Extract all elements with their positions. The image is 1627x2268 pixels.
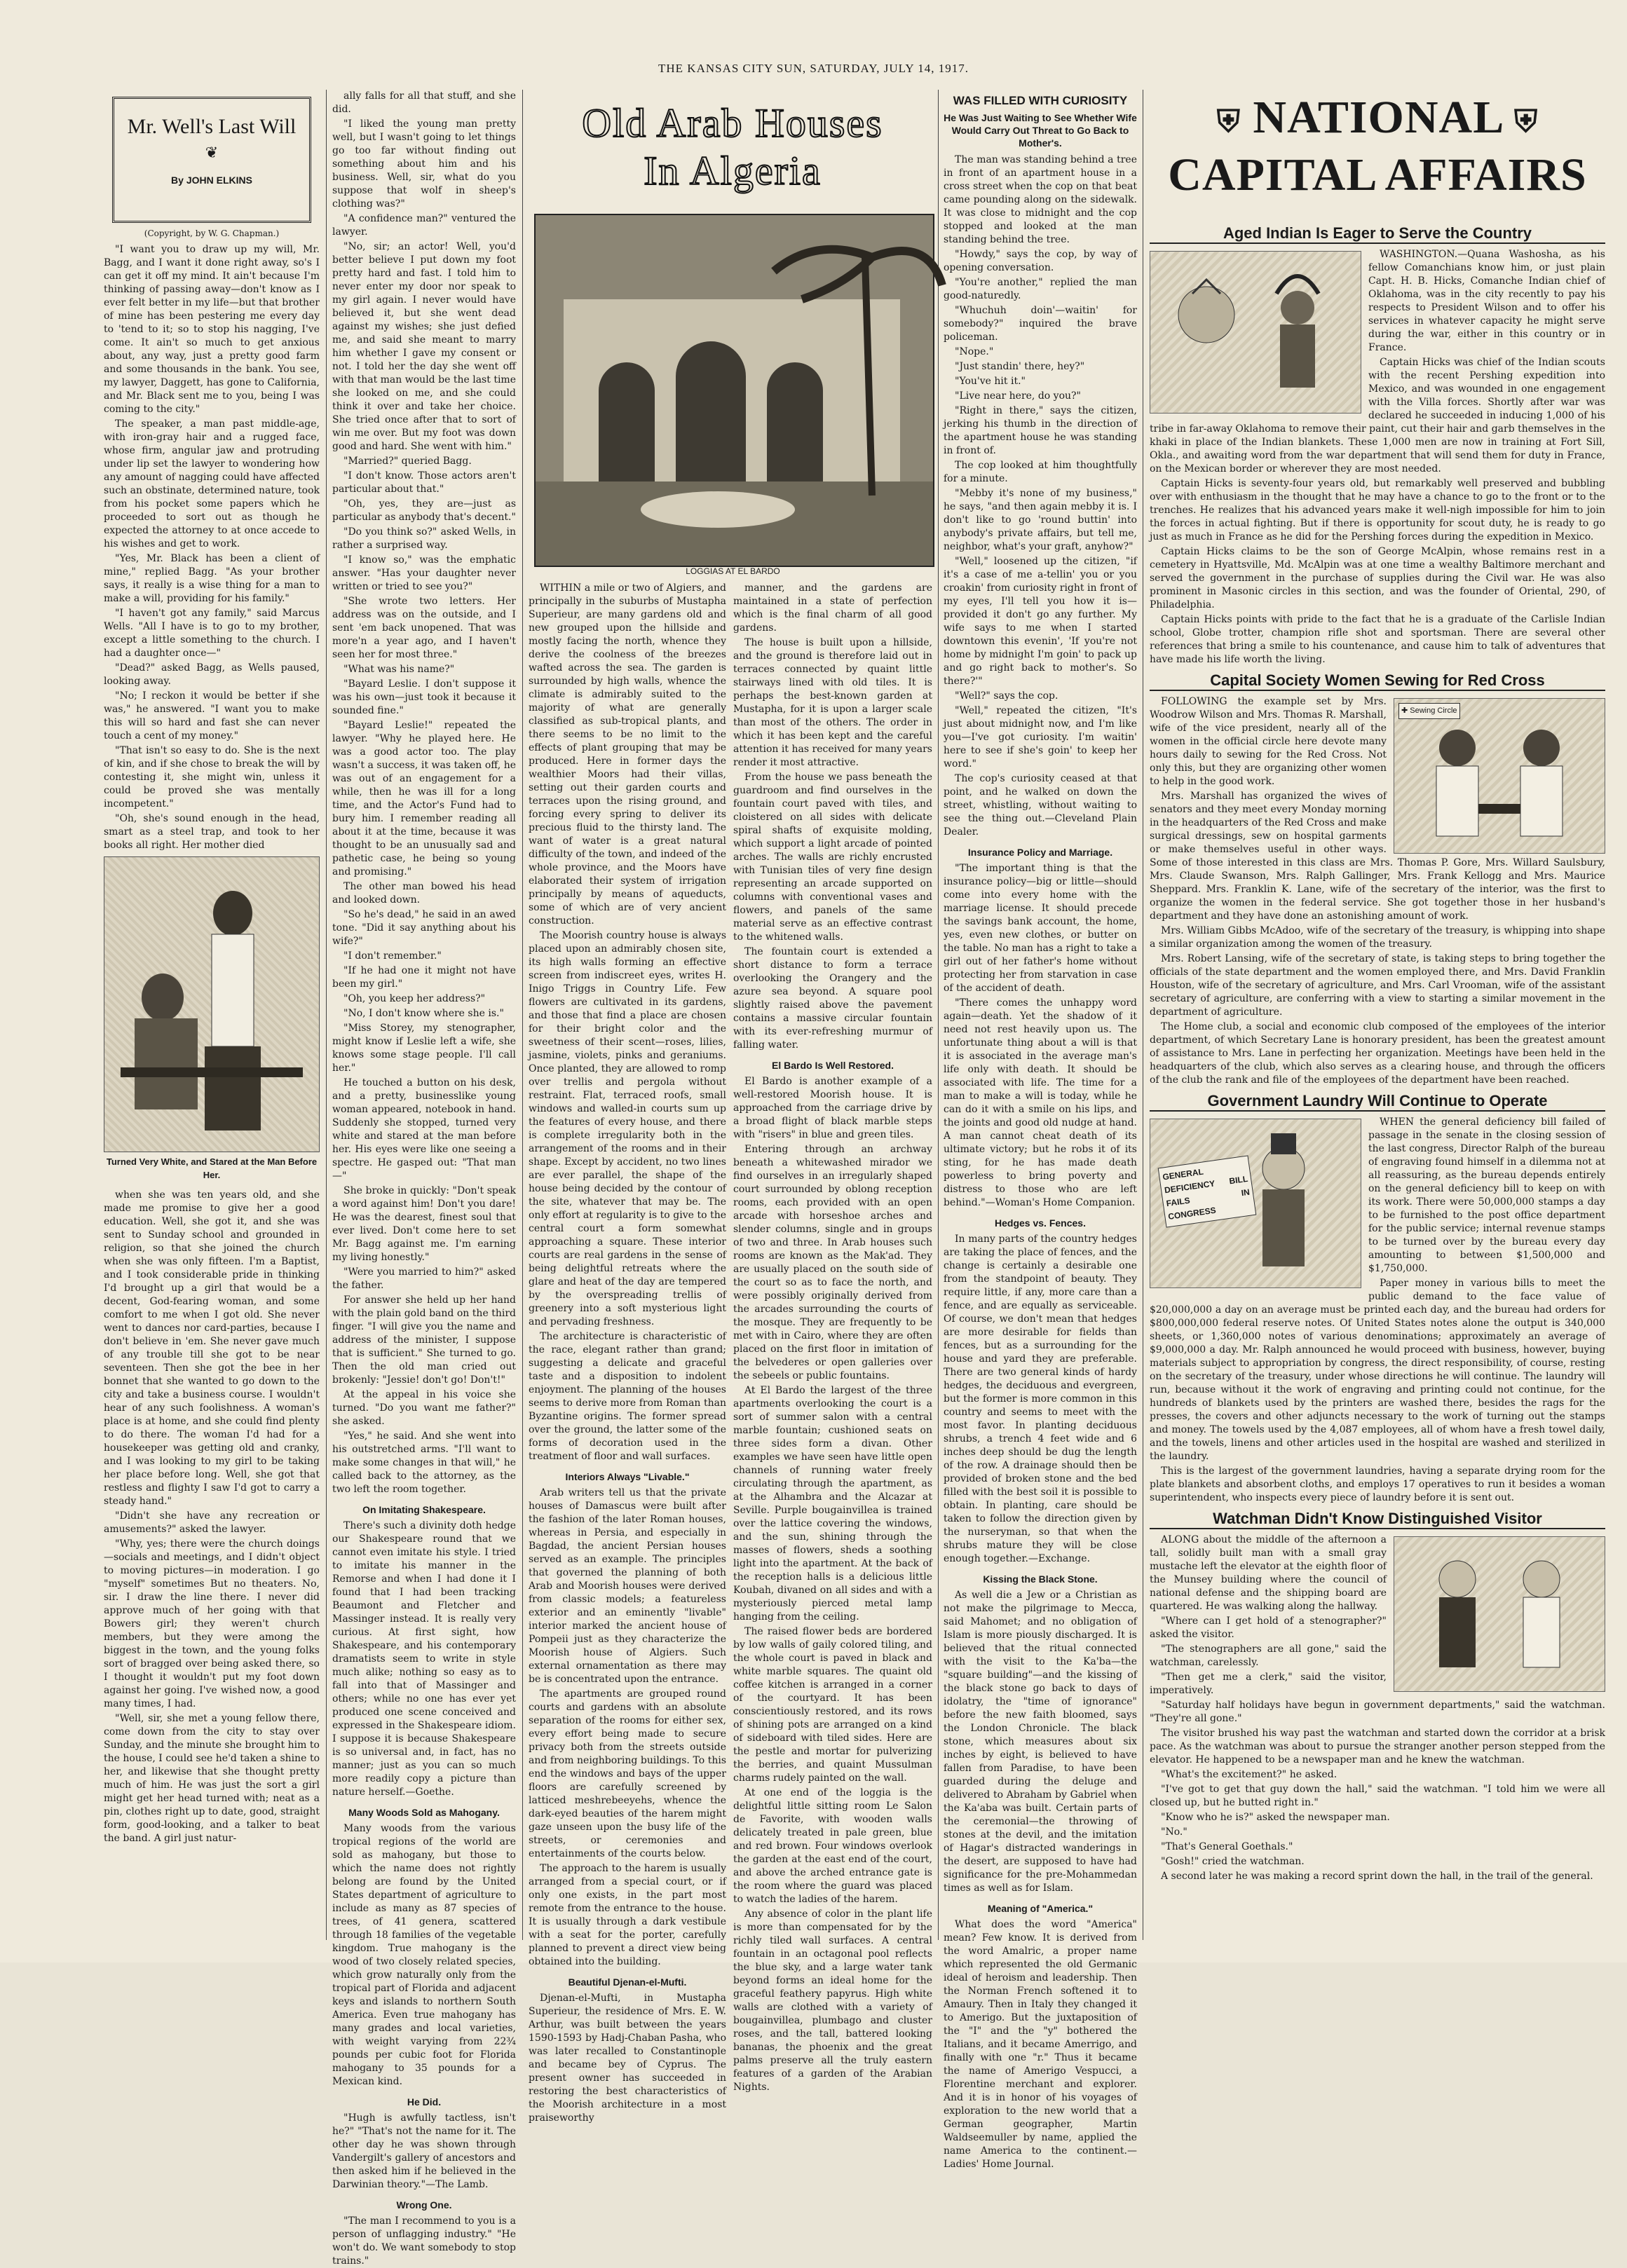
paragraph: Captain Hicks points with pride to the fact that he is a graduate of the Carlisle Indian school, Globe trotter, champion rifle shot and sportsman. There are several other references that bring a smile to his countenance, and cause him to talk of adventures that have made his life worth the living. [1150,614,1605,665]
cartoon-watchman [1394,1536,1605,1692]
heading-america: Meaning of "America." [987,1903,1094,1914]
paragraph: WITHIN a mile or two of Algiers, and principally in the suburbs of Mustapha Superieur, are many gardens old and new grouped upon the hillside and mostly facing the north, whence they derive the coolness of the breezes wafted across the sea. The garden is surrounded by high walls, whence the climate is admirably suited to the majority of what are generally classified as sub-tropical plants, and there seems to be no limit to the effects of plant grouping that may be produced. Here in former days the wealthier Moors had their villas, setting out their garden courts and terraces upon the rising ground, and forcing every spring to deliver its precious fluid to the thirsty land. The want of water is a great natural difficulty of the town, and indeed of the whole province, and the Moors have elaborated their system of irrigation principally by means of aqueducts, some of which are of very ancient construction. [529,582,726,927]
sewing-circle-sign [1398,703,1460,719]
paragraph: "That's General Goethals." [1161,1841,1293,1852]
indian-chief-icon [1150,252,1361,413]
arab-paragraphs-a2 [529,1487,726,1969]
title-line-1 [1150,91,1605,149]
paragraph: Arab writers tell us that the private houses of Damascus were built after the fashion of the later Roman houses, whereas in Persia, and especially in Bagdad, the ancient Persian houses served as an example. The principles that governed the planning of both Arab and Moorish houses were derived from classic models; a featureless exterior and an eminently "livable" interior marked the ancient house of Pompeii just as they characterize the Moorish house of Algiers. Such external ornamentation as there may be is concentrated upon the entrance. [529,1487,726,1685]
paragraph: "Whuchuh doin'—waitin' for somebody?" inquired the brave policeman. [944,305,1137,343]
paragraph: "Gosh!" cried the watchman. [1161,1856,1305,1867]
sewing-circle-label: Sewing Circle [1410,706,1457,715]
paragraph: "So he's dead," he said in an awed tone. "Did it say anything about his wife?" [332,909,516,947]
paragraph: Entering through an archway beneath a whitewashed mirador we find ourselves in an irregularly shaped court surrounded by oblong reception rooms, each provided with an open arcade with horseshoe arches and slender columns, single and in groups of two and three. In Arab houses such rooms are known as the Mak'ad. They are usually placed on the south side of the court so as to face the north, and were possibly originally derived from the arcades surrounding the courts of the mosque. They are frequently to be met with in Cairo, where they are often placed on the first floor in imitation of the belvederes or open galleries over the sebeels or public fountains. [733,1144,932,1381]
story-title: Mr. Well's Last Will [127,115,297,138]
paragraph: "I don't remember." [343,950,442,962]
national-col [1150,221,1605,1938]
paragraph: "Know who he is?" asked the newspaper man. [1161,1812,1390,1823]
paragraph: "No, sir; an actor! Well, you'd better believe I put down my foot pretty hard and fast. I told him to never enter my door nor speak to my girl again. I never would have believed it, but she went dead against my wishes; she just defied me, and said she meant to marry him whether I gave my consent or not. I told her the day she went off with that man would be the last time she looked on me, and she could think it over and take her choice. She tried once after that to sort of win me over. But my foot was down good and hard. She went with him." [332,241,516,452]
paragraph: "The important thing is that the insurance policy—big or little—should come into every home with the marriage license. It should precede the savings bank account, the home, yes, even new clothes, or butter on the table. No man has a right to take a girl out of her father's home without protecting her from starvation in case of the accident of death. [944,863,1137,994]
curiosity-title: WAS FILLED WITH CURIOSITY [953,94,1128,107]
paragraph: The Home club, a social and economic club composed of the employees of the interior department, of which Secretary Lane is honorary president, has been the greatest amount of assistance to Mrs. Lane in perfecting her organization. Meetings have been held in the headquarters of the club, which also serves as a clearing house, and through the officers of the club the rank and file of the employees of the department have been reached. [1150,1021,1605,1086]
section-head-indian: Aged Indian Is Eager to Serve the Country [1150,226,1605,244]
leaf-ornament-icon: ❦ [205,144,219,162]
heading-hedges: Hedges vs. Fences. [995,1217,1086,1229]
paragraph: "I liked the young man pretty well, but I wasn't going to let things go too far without finding out something about him and his business. Well, sir, what do you suppose that wolf in sheep's clothing was?" [332,118,516,210]
paragraph: "Hugh is awfully tactless, isn't he?" "That's not the name for it. The other day he was shown through Vandergilt's gallery of ancestors and then asked him if he believed in the Darwinian theory."—The Lamb. [332,2112,516,2190]
paragraph: "Nope." [955,346,994,357]
paragraph: "Mebby it's none of my business," he says, "and then again mebby it is. I don't like to go 'round buttin' into anybody's private affairs, but tell me, neighbor, what's your graft, anyhow?" [944,488,1137,552]
column-rule [938,90,939,1940]
title-word: NATIONAL [1253,92,1502,143]
paragraph: "Bayard Leslie!" repeated the lawyer. "Why he played here. He was a good actor too. The play wasn't a success, it was taken off, he was out of an engagement for a while, then he was ill for a long time, and the Actor's Fund had to bury him. I remember reading all about it at the time, because it was thought to be an unusually sad and pathetic case, he being so young and promising." [332,720,516,877]
paragraph: Mrs. William Gibbs McAdoo, wife of the secretary of the treasury, is whipping into shape a similar organization among the women of the treasury. [1150,925,1605,950]
paragraph: "Why, yes; there were the church doings—socials and meetings, and I didn't object to moving pictures—in moderation. I go "myself" sometimes But no theaters. No, sir. I draw the line there. I never did approve much of her going with that Bowers girl; they weren't church members, but they were among the biggest in the town, and the young folks sort of bragged over being asked there, so I thought it wouldn't put my foot down against her going. I've wished now, a good many times, I had. [104,1538,320,1709]
red-cross-icon: ✚ [1401,706,1408,715]
heading-he-did: He Did. [407,2096,442,2108]
paragraph: "Didn't she have any recreation or amusements?" asked the lawyer. [104,1510,320,1535]
courtyard-photo-icon [536,215,933,566]
paragraph: Captain Hicks claims to be the son of George McAlpin, whose remains rest in a cemetery in Hyattsville, Md. McAlpin was at one time a wealthy Baltimore merchant and served the government in the purchase of supplies during the Civil war. He was also prominent in Masonic circles in this section, and was the founder of Oriental, 290, of Philadelphia. [1150,546,1605,610]
paragraph: ALONG about the middle of the afternoon a tall, solidly built man with a small gray mustache left the elevator at the eighth floor of the Munsey building where the council of national defense and the shipping board are quartered. He was walking along the hallway. [1150,1534,1387,1612]
byline: By JOHN ELKINS [171,175,252,186]
paragraph: "Well?" says the cop. [955,690,1058,702]
paragraph: ally falls for all that stuff, and she did. [332,90,516,115]
paragraph: The cop's curiosity ceased at that point, and he walked on down the street, whistling, without waiting to see the thing out.—Cleveland Plain Dealer. [944,773,1137,838]
paragraph: The raised flower beds are bordered by low walls of gaily colored tiling, and the whole court is paved in black and white marble squares. The quaint old coffee kitchen is arranged in a corner of the courtyard. It has been conscientiously restored, and its rows of shining pots are arranged on a kind of sideboard with tiled sides. Here are the pestle and mortar for pulverizing the berries, and quaint Mussulman charms rudely painted on the wall. [733,1626,932,1784]
story-title-box [112,97,311,223]
paragraph: "Where can I get hold of a stenographer?" asked the visitor. [1150,1615,1387,1640]
cartoon-uncle-sam [1150,1119,1361,1288]
arab-paragraphs-a [529,582,726,1463]
arab-paragraphs-b2 [733,1075,932,2094]
paragraph: "Oh, you keep her address?" [343,993,486,1004]
paragraph: "Were you married to him?" asked the father. [332,1266,516,1291]
section-head-watchman: Watchman Didn't Know Distinguished Visitor [1150,1512,1605,1529]
insurance-paragraphs [944,862,1137,1210]
heading-black-stone: Kissing the Black Stone. [983,1573,1098,1585]
paragraph: The man was standing behind a tree in front of an apartment house in a cross street when the cop on that beat came pounding along on the sidewalk. It was close to midnight and the cop stopped and looked at the man standing behind the tree. [944,154,1137,245]
heading-shakespeare: On Imitating Shakespeare. [362,1504,486,1515]
heading-livable: Interiors Always "Livable." [565,1471,690,1482]
paragraph: A second later he was making a record sprint down the hall, in the trail of the general. [1161,1871,1593,1882]
paragraph: FOLLOWING the example set by Mrs. Woodrow Wilson and Mrs. Thomas R. Marshall, wife of the vice president, nearly all of the women in the official circle here devote many hours daily to sewing for the Red Cross. Not only this, but they are organizing other women to help in the good work. [1150,696,1387,787]
curiosity-paragraphs [944,153,1137,839]
column-rule [326,90,327,1940]
paragraph: At one end of the loggia is the delightful little sitting room Le Salon de Favorite, with wooden walls delicately treated in pale green, blue and red brown. Four windows overlook the garden at the east end of the court, and above the arched entrance gate is the room where the guard was placed to watch the ladies of the harem. [733,1787,932,1905]
photo-caption: LOGGIAS AT EL BARDO [686,566,780,576]
sewing-women-icon [1394,699,1605,853]
paragraph: At El Bardo the largest of the three apartments overlooking the court is a sort of summer salon with a central marble fountain; cushioned seats on three sides form a divan. Other examples we have seen have little open channels of running water freely circulating through the apartment, as at the Alhambra and the Alcazar at Seville. Purple bougainvillea is trained over the lattice covering the windows, and the sun, shining through the masses of flowers, sheds a soothing light into the apartment. At the back of the reception halls is a delicious little Koubah, divaned on all sides and with a mysteriously pierced metal lamp hanging from the ceiling. [733,1385,932,1623]
arab-col-b [733,582,932,2093]
heading-mahogany: Many Woods Sold as Mahogany. [348,1807,500,1818]
story-well-col2 [332,90,516,2267]
paragraph: "I know so," was the emphatic answer. "Has your daughter never written or tried to see you?" [332,554,516,592]
paragraph: "I want you to draw up my will, Mr. Bagg, and I want it done right away, so's I can get it off my mind. It ain't because I'm thinking of passing away—don't know as I ever felt better in my life—but that brother of mine has been pestering me every day to 'tend to it; so to stop his nagging, I've come. It ain't so much to get anxious about, any way, just a pretty good farm and some thousands in the bank. You see, my lawyer, Daggett, has gone to California, and Mr. Black sent me to you, being I was coming to the city." [104,244,320,415]
paragraph: "Oh, yes, they are—just as particular as anybody that's decent." [332,498,516,523]
paragraph: Mrs. Marshall has organized the wives of senators and they meet every Monday morning in the headquarters of the Red Cross and make surgical dressings, sew on hospital garments or make themselves useful in other ways. Some of those interested in this class are Mrs. Thomas P. Gore, Mrs. Willard Saulsbury, Mrs. Claude Swanson, Mrs. Ralph Gallinger, Mrs. Frank Kellogg and Mrs. Maurice Sheppard. Mrs. Franklin K. Lane, wife of the secretary of the interior, was the first to organize the women in the federal service. She got together those in her husband's department and they have done an astonishing amount of work. [1150,791,1605,922]
paragraph: "Saturday half holidays have begun in government departments," said the watchman. "They're all gone." [1150,1700,1605,1724]
paragraph: "Well, sir, she met a young fellow there, come down from the city to stay over Sunday, and the minute she brought him to the house, I could see he'd taken a shine to her, and likewise that she thought pretty much of him. He was just the sort a girl might get her head turned with; neat as a pin, clothes right up to date, good, straight form, good-looking, and a talker to beat the band. A girl just natur- [104,1713,320,1844]
curiosity-subtitle: He Was Just Waiting to See Whether Wife Would Carry Out Threat to Go Back to Mother's. [944,112,1137,149]
story-paragraphs-continued [332,90,516,1496]
paragraph: The architecture is characteristic of the race, elegant rather than grand; suggesting a delicate and graceful taste and a disposition to indolent enjoyment. The planning of the houses seems to derive more from Roman than Byzantine origins. The former spread over the ground, the latter some of the forms of decoration used in the treatment of floor and wall surfaces. [529,1331,726,1462]
paragraph: "She wrote two letters. Her address was on the outside, and I sent 'em back unopened. That was more'n a year ago, and I haven't seen her for most three." [332,596,516,660]
paragraph: The cop looked at him thoughtfully for a minute. [944,460,1137,484]
illustration-caption: Turned Very White, and Stared at the Man Before Her. [106,1156,318,1180]
paragraph: "Howdy," says the cop, by way of opening conversation. [944,249,1137,273]
paragraph: "You've hit it." [955,376,1026,387]
title-line-2: In Algeria [644,148,822,193]
paragraph: Captain Hicks was chief of the Indian scouts with the recent Pershing expedition into Mexico, and was wounded in one engagement with the Villa forces. Shortly after war was declared he succeeded in inducing 1,000 of his tribe in far-away Oklahoma to remove their paint, cut their hair and garb themselves in the khaki in place of the Indian blankets. These 1,000 men are now in training at Fort Sill, Okla., and awaiting word from the war department that will send them for duty in France, on the Mexican border or wherever they are most needed. [1150,357,1605,474]
paragraph: Mrs. Robert Lansing, wife of the secretary of state, is taking steps to bring together the officials of the state department and the women employed there, and Mrs. David Franklin Houston, wife of the secretary of agriculture, and Mrs. Carl Vrooman, wife of the assistant secretary of agriculture, are conferring with a view to starting a similar movement in the department of agriculture. [1150,953,1605,1018]
paragraph: El Bardo is another example of a well-restored Moorish house. It is approached from the carriage drive by a broad flight of black marble steps with "risers" in blue and green tiles. [733,1076,932,1140]
paragraph: "Oh, she's sound enough in the head, smart as a steel trap, and took to her books all right. Her mother died [104,813,320,851]
paragraph: He touched a button on his desk, and a pretty, businesslike young woman appeared, notebook in hand. Suddenly she stopped, turned very white and stared at the man before her. His eyes were like one seeing a spectre. He gasped out: "That man—" [332,1077,516,1182]
paragraph: The approach to the harem is usually arranged from a special court, or if only one exists, in the part most remote from the entrance to the house. It is usually through a dark vestibule with a seat for the porter, carefully planned to prevent a direct view being obtained into the building. [529,1863,726,1967]
paragraph: The speaker, a man past middle-age, with iron-gray hair and a rugged face, whose firm, angular jaw and protruding under lip set the lawyer to wondering how any amount of nagging could have affected such an obstinate, determined nature, took from his pocket some papers which he proceeded to sort out as though he expected the attorney to at once accede to his wishes and get to work. [104,418,320,549]
paragraph: Captain Hicks is seventy-four years old, but remarkably well preserved and bubbling over with enthusiasm in the thought that he may have a chance to go to the front or to the trenches. He realizes that his advanced years make it well-nigh impossible for him to join the forces in actual fighting. But if there is opportunity for scout duty, he is ready to go just as much in France as he did for the Pershing forces during the expedition in Mexico. [1150,478,1605,542]
paragraph: "Well," repeated the citizen, "It's just about midnight now, and I'm like you—I've got curiosity. I'm waitin' here to see if she's goin' to keep her word." [944,705,1137,770]
paragraph: manner, and the gardens are maintained in a state of perfection which is the final charm of all good gardens. [733,582,932,634]
paragraph: This is the largest of the government laundries, having a separate drying room for the plate blankets and absorbent cloths, and employs 17 operatives to run it besides a woman superintendent, who inspects every piece of laundry before it is sent out. [1150,1466,1605,1503]
paragraph: "If he had one it might not have been my girl." [332,965,516,990]
paragraph: "You're another," replied the man good-naturedly. [944,277,1137,301]
paragraph: From the house we pass beneath the guardroom and find ourselves in the fountain court paved with tiles, and cloistered on all sides with delicate spiral shafts of exquisite molding, which support a light arcade of pointed arches. The walls are richly encrusted with Tunisian tiles of very fine design representing an arcade supported on columns with conventional vases and flowers, and panels of the same material serve as an effective contrast to the whitened walls. [733,772,932,943]
paragraph: There's such a divinity doth hedge our Shakespeare round that we cannot even imitate his style. I tried to imitate his manner in the Remorse and when I had done it I found that I had been tracking Beaumont and Fletcher and Massinger instead. It is really very curious. At first sight, how Shakespeare, and his contemporary dramatists seem to write in style much alike; nothing so easy as to fall into that of Massinger and others; while no one has ever yet produced one scene conceived and expressed in the Shakespeare idiom. I suppose it is because Shakespeare is so universal and, in fact, has no manner; just as you can so much more readily copy a picture than nature herself.—Goethe. [332,1520,516,1798]
paragraph: "Yes," he said. And she went into his outstretched arms. "I'll want to make some changes in that will," he called back to the attorney, as the two left the room together. [332,1430,516,1495]
heading-djenan: Beautiful Djenan-el-Mufti. [568,1976,687,1988]
paragraph: "Miss Storey, my stenographer, might know if Leslie left a wife, she knows some stage people. I'll call her." [332,1023,516,1074]
heading-insurance: Insurance Policy and Marriage. [967,847,1113,858]
paragraph: The Moorish country house is always placed upon an admirably chosen site, its high walls forming an effective screen from indiscreet eyes, writes H. Inigo Triggs in Country Life. Few flowers are cultivated in its gardens, and those that find a place are chosen for their bright color and the sweetness of their scent—roses, lilies, jasmine, violets, pinks and geraniums. Once planted, they are allowed to romp over trellis and pergola without restraint. Flat, terraced roofs, small windows and walled-in courts sum up the features of every house, and there is complete irregularity both in the arrangement of the rooms and in their shape. Except by accident, no two lines are ever parallel, the shape of the house being decided by the contour of the site, whatever that may be. The only effort at regularity is to give to the central court a form somewhat approaching a square. These interior courts are real gardens in the sense of being delightful retreats where the glare and heat of the day are tempered by the overspreading trellis of greenery into a soft mysterious light and pervading freshness. [529,930,726,1327]
cartoon-sewing-circle [1394,698,1605,854]
paragraph: In many parts of the country hedges are taking the place of fences, and the change is certainly a desirable one from the standpoint of beauty. They require little, if any, more care than a fence, and are equally as serviceable. Of course, we don't mean that hedges are more desirable for fields than fences, but as a surrounding for the house and yard they are preferable. There are two general kinds of hardy hedges, the deciduous and evergreen, but the former is more common in this country and seems to meet with the most favor. In planting deciduous shrubs, a trench 4 feet wide and 6 inches deep should be dug the length of the row. A drainage should then be provided of broken stone and the bed filled with the best soil it is possible to obtain. In planting, care should be taken to follow the direction given by the nurseryman, so that when the shrubs mature they will be close enough together.—Exchange. [944,1234,1137,1564]
paragraph: As well die a Jew or a Christian as not make the pilgrimage to Mecca, said Mahomet; and no obligation of Islam is more piously discharged. It is believed that the ritual connected with the visit to the Ka'ba—the "square building"—and the kissing of the black stone go back to days of idolatry, the "time of ignorance" before the new faith bloomed, says the London Chronicle. The black stone, which measures about six inches by eight, is believed to have fallen from Paradise, to have been guarded during the deluge and delivered to Abraham by Gabriel when the Ka'aba was built. Certain parts of the ceremonial—the throwing of stones at the devil, and the imitation of Hagar's distracted wanderings in the desert, are supposed to have had significance for the pre-Mohammedan times as well as for Islam. [944,1590,1137,1894]
title-line-1: Old Arab Houses [582,100,883,146]
paragraph: "I haven't got any family," said Marcus Wells. "All I have is to go to my brother, except a little something to the church. I had a daughter once—" [104,608,320,659]
column-rule [522,90,523,1940]
arab-col-a [529,582,726,2124]
illustration-office-scene [104,856,320,1152]
paragraph: "What's the excitement?" he asked. [1161,1769,1337,1780]
flag-shield-icon: ⛨ [1216,104,1241,139]
paragraph: WASHINGTON.—Quana Washosha, as his fellow Comanchians know him, or just plain Capt. H. B. Hicks, Comanche Indian chief of Oklahoma, was in the city recently to pay his respects to President Wilson and to offer his services in whatever capacity he might serve during the war, either in this country or in France. [1368,249,1605,353]
cartoon-indian-chief [1150,251,1361,414]
paragraph: "Right in there," says the citizen, jerking his thumb in the direction of the apartment house he was standing in front of. [944,405,1137,456]
paragraph: "Then get me a clerk," said the visitor, imperatively. [1150,1672,1387,1696]
curiosity-col [944,90,1137,2170]
paragraph: "What was his name?" [343,664,455,675]
paragraph: "The man I recommend to you is a person of unflagging industry." "He won't do. We want somebody to stop trains." [332,2215,516,2267]
heading-wrong-one: Wrong One. [396,2199,452,2211]
paragraph: She broke in quickly: "Don't speak a word against him! Don't you dare! He was the dearest, finest soul that ever lived. Don't come here to set Mr. Bagg against me. I'm earning my living honestly." [332,1185,516,1263]
deficiency-bill-sign: GENERAL DEFICIENCY BILL FAILS IN CONGRESS [1158,1155,1257,1227]
arab-paragraphs-b [733,582,932,1052]
paragraph: "No; I reckon it would be better if she was," he answered. "I want you to make this will so hard and fast she can never touch a cent of my money." [104,690,320,742]
paragraph: "Bayard Leslie. I don't suppose it was his own—just took it because it sounded fine." [332,678,516,716]
photo-loggias [534,214,934,567]
paragraph: when she was ten years old, and she made me promise to give her a good education. Well, she got it, and she was sent to Sunday school and grounded in religion, so that she joined the church when she was only fifteen. I'm a Baptist, and I took considerable pride in thinking I'd brought up a girl that would be a decent, God-fearing woman, and some comfort to me when I got old. She never went to dances nor card-parties, because I don't believe in 'em. She never gave much of any trouble till she got to be near seventeen. Then she got the bee in her bonnet that she wanted to go down to the city and take a business course. I wouldn't hear of any such foolishness. A woman's place is at home, and she could find plenty to do there. The woman I'd had for a housekeeper was getting old and cranky, and I was looking to my girl to be taking her place before long. Well, she got that restless and flighty I saw I'd got to carry a steady hand." [104,1189,320,1507]
paragraph: The other man bowed his head and looked down. [332,881,516,906]
paragraph: "I don't know. Those actors aren't particular about that." [332,470,516,495]
paragraph: Any absence of color in the plant life is more than compensated for by the richly tiled wall surfaces. A central fountain in an octagonal pool reflects the blue sky, and a large water tank beyond forms an ideal home for the graceful feathery papyrus. High white walls are clothed with a variety of bougainvillea, plumbago and cluster roses, and the tall, battered looking bananas, the phoenix and the great palms preserve all the truly eastern features of a garden of the Arabian Nights. [733,1908,932,2093]
title-line-2: CAPITAL AFFAIRS [1168,149,1587,200]
paragraph: "A confidence man?" ventured the lawyer. [332,213,516,238]
paragraph: "No." [1161,1826,1187,1838]
paragraph: At the appeal in his voice she turned. "Do you want me father?" she asked. [332,1389,516,1427]
paragraph: The apartments are grouped round courts and gardens with an absolute separation of the rooms for either sex, every effort being made to secure privacy both from the streets outside and from neighboring buildings. To this end the windows and bays of the upper floors are carefully screened by latticed meshrebeeyehs, whence the dark-eyed beauties of the harem might gaze unseen upon the busy life of the streets, or ceremonies and entertainments of the courts below. [529,1688,726,1859]
paragraph: "No, I don't know where she is." [343,1008,504,1019]
paragraph: "The stenographers are all gone," said the watchman, carelessly. [1150,1644,1387,1668]
arab-houses-title [536,100,929,205]
section-head-laundry: Government Laundry Will Continue to Operate [1150,1094,1605,1112]
paragraph: "Well," loosened up the citizen, "if it's a case of me a-tellin' you or you croakin' from curiosity right in front of my eyes, I'll tell you how it is—provided it don't go any further. My wife says to me when I started downtown this evenin', 'If you're not home by midnight I'm goin' to pack up and go right back to mother's. So there?'" [944,556,1137,687]
paragraph: Djenan-el-Mufti, in Mustapha Superieur, the residence of Mrs. E. W. Arthur, was built between the years 1590-1593 by Hadj-Chaban Pasha, who was later recalled to Constantinople and became bey of Cyprus. The present owner has succeeded in restoring the best characteristics of the Moorish architecture in a most praiseworthy [529,1993,726,2124]
paragraph: "Married?" queried Bagg. [343,456,472,467]
paragraph: "Live near here, do you?" [955,390,1081,402]
story-well-col1 [104,90,320,1940]
paragraph: The visitor brushed his way past the watchman and started down the corridor at a brisk pace. As the watchman was about to pursue the stranger another person stepped from the elevator. He happened to be a newspaper man and he knew the watchman. [1150,1728,1605,1765]
story-paragraphs [104,243,320,852]
masthead: THE KANSAS CITY SUN, SATURDAY, JULY 14, 1917. [658,62,969,75]
heading-bardo: El Bardo Is Well Restored. [771,1060,894,1071]
paragraph: WHEN the general deficiency bill failed of passage in the senate in the closing session of the last congress, Director Ralph of the bureau of engraving found himself in a dilemma not at all reassuring, as the bureau depends entirely on the general deficiency bill to keep on with its work. There were 50,000,000 stamps a day to be furnished to the post office department for the public service; internal revenue stamps to be turned over by the bureau every day amounting to between $1,500,000 and $1,750,000. [1368,1116,1605,1274]
paragraph: Many woods from the various tropical regions of the world are sold as mahogany, but those to which the name does not rightly belong are found by the United States department of agriculture to include as many as 87 species of trees, of 41 genera, scattered through 18 families of the vegetable kingdom. True mahogany is the wood of two closely related species, which grow naturally only from the tropical part of Florida and adjacent keys and islands to northern South America. Even true mahogany has many grades and local varieties, with weight varying from 22¾ pounds per cubic foot for Florida mahogany to 35 pounds for a Mexican kind. [332,1823,516,2087]
paragraph: "That isn't so easy to do. She is the next of kin, and if she chose to break the will by contesting it, she might win, unless it could be proved she was mentally incompetent." [104,745,320,809]
sketch-icon [104,857,319,1152]
paragraph: The house is built upon a hillside, and the ground is therefore laid out in terraces connected by quaint little stairways lined with old tiles. It is perhaps the best-known garden at Mustapha, for it is upon a larger scale than most of the others. The order in which it has been kept and the careful attention it has received for many years render it most attractive. [733,637,932,768]
watchman-general-icon [1394,1537,1605,1691]
paragraph: "Dead?" asked Bagg, as Wells paused, looking away. [104,662,320,687]
story-paragraphs-2 [104,1189,320,1845]
flag-shield-icon: ⛨ [1514,104,1539,139]
paragraph: "There comes the unhappy word again—death. Yet the shadow of it need not rest heavily upon us. The unfortunate thing about a will is that it is associated in the average man's life only with death. It should be associated with life. The time for a man to make a will is today, while he can do it with a smile on his lips, and the joints and good old nudge at hand. A man cannot cheat death of its ultimate victory; but he robs it of its sting, for he has made death powerless to bring poverty and distress to those who are left behind."—Woman's Home Companion. [944,997,1137,1208]
paragraph: The fountain court is extended a short distance to form a terrace overlooking the Orangery and the azure sea beyond. A square pool slightly raised above the pavement contains a massive circular fountain with its ever-refreshing murmur of falling water. [733,946,932,1051]
section-head-red-cross: Capital Society Women Sewing for Red Cross [1150,674,1605,691]
paragraph: For answer she held up her hand with the plain gold band on the third finger. "I will give you the name and address of the minister, I suppose that is sufficient." She turned to go. Then the old man cried out brokenly: "Jessie! don't go! Don't!" [332,1294,516,1386]
paragraph: What does the word "America" mean? Few know. It is derived from the word Amalric, a proper name which represented the old Germanic ideal of heroism and leadership. Then the Norman French softened it to Amaury. Then in Italy they changed it to Amerigo. But the juxtaposition of the "I" and the "y" bothered the Italians, and it became Amerrigo, and finally with one "r." Thus it became the name of Amerigo Vespucci, a Florentine merchant and explorer. And it is in honor of his voyages of exploration to the new world that a German geographer, Martin Waldseemuller by name, applied the name America to the continent.—Ladies' Home Journal. [944,1919,1137,2170]
paragraph: "Yes, Mr. Black has been a client of mine," replied Bagg. "As your brother says, it really is a wise thing for a man to make a will, providing for his family." [104,553,320,604]
paragraph: "Just standin' there, hey?" [955,361,1085,372]
national-capital-title [1150,91,1605,217]
paragraph: "I've got to get that guy down the hall," said the watchman. "I told him we were all closed up, but he butted right in." [1150,1784,1605,1808]
paragraph: Paper money in various bills to meet the public demand to the face value of $20,000,000 a day on an average must be printed each day, and the bureau had orders for $800,000,000 federal reserve notes. Of United States notes alone the output is 340,000 sheets, or 1,360,000 notes of various denominations; approximately an average of $9,000,000 a day. Mr. Ralph announced he would proceed with business, however, buying materials subject to appropriation by congress, the direct responsibility, of course, resting on the secretary of the treasury, under whose directions he will continue. The laundry will run, because without it the work of engraving and printing could not continue, for the hundreds of blankets used by the printers are washed there, besides the rags for the presses, the covers and other adjuncts necessary to the work of turning out the stamps and money. The towels used by the 4,087 employees, all of whom have a fresh towel daily, and the towels, linens and other articles used in the hospital are washed and sterilized in the laundry. [1150,1278,1605,1462]
paragraph: "Do you think so?" asked Wells, in rather a surprised way. [332,526,516,551]
copyright-credit: (Copyright, by W. G. Chapman.) [144,228,280,238]
